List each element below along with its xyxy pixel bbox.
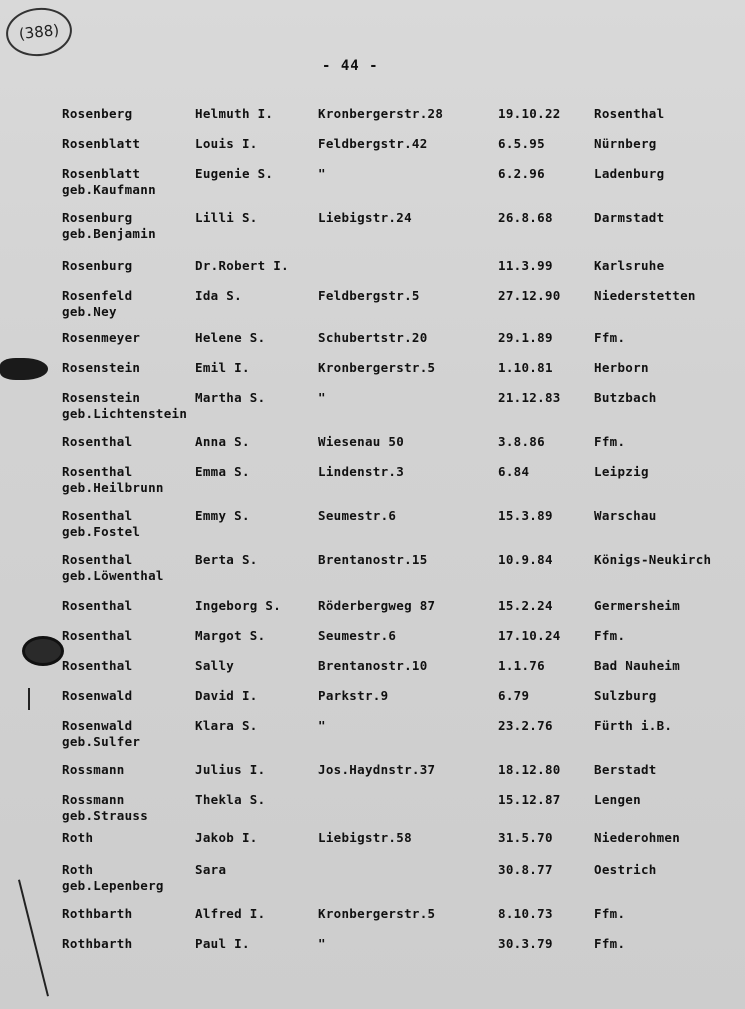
birth-place-cell: Oestrich bbox=[594, 862, 657, 877]
street-cell: Liebigstr.58 bbox=[318, 830, 412, 845]
surname-cell: Rosenthal geb.Fostel bbox=[62, 508, 141, 539]
surname-cell: Rossmann bbox=[62, 762, 125, 777]
birth-date-cell: 29.1.89 bbox=[498, 330, 553, 345]
street-cell: Liebigstr.24 bbox=[318, 210, 412, 225]
given-name-cell: Ida S. bbox=[195, 288, 242, 303]
birth-place-cell: Niederohmen bbox=[594, 830, 681, 845]
maiden-name: geb.Sulfer bbox=[62, 734, 141, 749]
register-row bbox=[0, 210, 745, 250]
birth-date-cell: 21.12.83 bbox=[498, 390, 561, 405]
birth-place-cell: Herborn bbox=[594, 360, 649, 375]
street-cell: Wiesenau 50 bbox=[318, 434, 405, 449]
birth-place-cell: Ffm. bbox=[594, 330, 626, 345]
street-cell: Röderbergweg 87 bbox=[318, 598, 436, 613]
birth-date-cell: 19.10.22 bbox=[498, 106, 561, 121]
street-cell: Jos.Haydnstr.37 bbox=[318, 762, 436, 777]
birth-date-cell: 1.1.76 bbox=[498, 658, 545, 673]
birth-date-cell: 6.5.95 bbox=[498, 136, 545, 151]
register-row bbox=[0, 552, 745, 592]
surname-cell: Rosenthal bbox=[62, 598, 133, 613]
surname-cell: Rosenfeld geb.Ney bbox=[62, 288, 133, 319]
surname-cell: Rosenthal bbox=[62, 434, 133, 449]
birth-place-cell: Rosenthal bbox=[594, 106, 665, 121]
given-name-cell: Helmuth I. bbox=[195, 106, 274, 121]
archive-stamp: (388) bbox=[4, 5, 75, 60]
surname-cell: Rosenthal bbox=[62, 658, 133, 673]
birth-place-cell: Darmstadt bbox=[594, 210, 665, 225]
birth-date-cell: 18.12.80 bbox=[498, 762, 561, 777]
register-row bbox=[0, 862, 745, 902]
maiden-name: geb.Löwenthal bbox=[62, 568, 164, 583]
birth-date-cell: 15.3.89 bbox=[498, 508, 553, 523]
surname-cell: Rosenthal geb.Heilbrunn bbox=[62, 464, 164, 495]
birth-date-cell: 11.3.99 bbox=[498, 258, 553, 273]
street-cell: Brentanostr.15 bbox=[318, 552, 428, 567]
given-name-cell: Julius I. bbox=[195, 762, 266, 777]
street-cell: Brentanostr.10 bbox=[318, 658, 428, 673]
given-name-cell: Helene S. bbox=[195, 330, 266, 345]
birth-place-cell: Leipzig bbox=[594, 464, 649, 479]
surname-cell: Rosenwald bbox=[62, 688, 133, 703]
given-name-cell: Lilli S. bbox=[195, 210, 258, 225]
surname-cell: Rothbarth bbox=[62, 936, 133, 951]
given-name-cell: Anna S. bbox=[195, 434, 250, 449]
birth-place-cell: Ffm. bbox=[594, 434, 626, 449]
birth-date-cell: 8.10.73 bbox=[498, 906, 553, 921]
given-name-cell: Dr.Robert I. bbox=[195, 258, 289, 273]
birth-place-cell: Ladenburg bbox=[594, 166, 665, 181]
birth-place-cell: Butzbach bbox=[594, 390, 657, 405]
surname-cell: Rosenburg bbox=[62, 258, 133, 273]
register-row bbox=[0, 792, 745, 832]
given-name-cell: Emil I. bbox=[195, 360, 250, 375]
street-cell: Kronbergerstr.5 bbox=[318, 906, 436, 921]
birth-date-cell: 3.8.86 bbox=[498, 434, 545, 449]
surname-cell: Rosenstein bbox=[62, 360, 141, 375]
birth-place-cell: Sulzburg bbox=[594, 688, 657, 703]
birth-place-cell: Karlsruhe bbox=[594, 258, 665, 273]
surname-cell: Rothbarth bbox=[62, 906, 133, 921]
given-name-cell: Emmy S. bbox=[195, 508, 250, 523]
surname-cell: Rossmann geb.Strauss bbox=[62, 792, 149, 823]
given-name-cell: Emma S. bbox=[195, 464, 250, 479]
given-name-cell: Jakob I. bbox=[195, 830, 258, 845]
street-cell: Kronbergerstr.28 bbox=[318, 106, 444, 121]
street-cell: Parkstr.9 bbox=[318, 688, 389, 703]
maiden-name: geb.Kaufmann bbox=[62, 182, 156, 197]
surname-cell: Rosenblatt geb.Kaufmann bbox=[62, 166, 156, 197]
birth-place-cell: Germersheim bbox=[594, 598, 681, 613]
surname-cell: Rosenberg bbox=[62, 106, 133, 121]
given-name-cell: Paul I. bbox=[195, 936, 250, 951]
maiden-name: geb.Lichtenstein bbox=[62, 406, 188, 421]
given-name-cell: Ingeborg S. bbox=[195, 598, 282, 613]
birth-place-cell: Ffm. bbox=[594, 936, 626, 951]
given-name-cell: Alfred I. bbox=[195, 906, 266, 921]
birth-place-cell: Ffm. bbox=[594, 906, 626, 921]
maiden-name: geb.Strauss bbox=[62, 808, 149, 823]
street-cell: " bbox=[318, 390, 326, 405]
given-name-cell: David I. bbox=[195, 688, 258, 703]
birth-date-cell: 6.84 bbox=[498, 464, 530, 479]
register-row bbox=[0, 936, 745, 976]
given-name-cell: Sara bbox=[195, 862, 227, 877]
register-row bbox=[0, 464, 745, 504]
street-cell: Seumestr.6 bbox=[318, 508, 397, 523]
street-cell: " bbox=[318, 166, 326, 181]
surname-cell: Rosenmeyer bbox=[62, 330, 141, 345]
given-name-cell: Berta S. bbox=[195, 552, 258, 567]
maiden-name: geb.Ney bbox=[62, 304, 117, 319]
birth-place-cell: Berstadt bbox=[594, 762, 657, 777]
birth-date-cell: 26.8.68 bbox=[498, 210, 553, 225]
birth-date-cell: 23.2.76 bbox=[498, 718, 553, 733]
given-name-cell: Sally bbox=[195, 658, 235, 673]
register-row bbox=[0, 390, 745, 430]
birth-place-cell: Ffm. bbox=[594, 628, 626, 643]
given-name-cell: Thekla S. bbox=[195, 792, 266, 807]
birth-place-cell: Königs-Neukirch bbox=[594, 552, 712, 567]
surname-cell: Rosenthal geb.Löwenthal bbox=[62, 552, 164, 583]
birth-date-cell: 10.9.84 bbox=[498, 552, 553, 567]
birth-date-cell: 15.12.87 bbox=[498, 792, 561, 807]
given-name-cell: Louis I. bbox=[195, 136, 258, 151]
birth-date-cell: 31.5.70 bbox=[498, 830, 553, 845]
given-name-cell: Martha S. bbox=[195, 390, 266, 405]
maiden-name: geb.Lepenberg bbox=[62, 878, 164, 893]
surname-cell: Rosenstein geb.Lichtenstein bbox=[62, 390, 188, 421]
register-row bbox=[0, 718, 745, 758]
birth-place-cell: Lengen bbox=[594, 792, 641, 807]
surname-cell: Roth bbox=[62, 830, 94, 845]
register-row bbox=[0, 288, 745, 328]
street-cell: " bbox=[318, 718, 326, 733]
birth-place-cell: Fürth i.B. bbox=[594, 718, 673, 733]
birth-date-cell: 6.2.96 bbox=[498, 166, 545, 181]
street-cell: Kronbergerstr.5 bbox=[318, 360, 436, 375]
surname-cell: Roth geb.Lepenberg bbox=[62, 862, 164, 893]
street-cell: Lindenstr.3 bbox=[318, 464, 405, 479]
page-number: - 44 - bbox=[322, 58, 379, 74]
birth-place-cell: Bad Nauheim bbox=[594, 658, 681, 673]
birth-date-cell: 6.79 bbox=[498, 688, 530, 703]
birth-date-cell: 15.2.24 bbox=[498, 598, 553, 613]
surname-cell: Rosenwald geb.Sulfer bbox=[62, 718, 141, 749]
birth-date-cell: 17.10.24 bbox=[498, 628, 561, 643]
maiden-name: geb.Heilbrunn bbox=[62, 480, 164, 495]
birth-date-cell: 27.12.90 bbox=[498, 288, 561, 303]
given-name-cell: Eugenie S. bbox=[195, 166, 274, 181]
street-cell: Feldbergstr.42 bbox=[318, 136, 428, 151]
surname-cell: Rosenburg geb.Benjamin bbox=[62, 210, 156, 241]
birth-place-cell: Nürnberg bbox=[594, 136, 657, 151]
street-cell: " bbox=[318, 936, 326, 951]
street-cell: Feldbergstr.5 bbox=[318, 288, 420, 303]
maiden-name: geb.Benjamin bbox=[62, 226, 156, 241]
birth-date-cell: 30.8.77 bbox=[498, 862, 553, 877]
street-cell: Schubertstr.20 bbox=[318, 330, 428, 345]
given-name-cell: Klara S. bbox=[195, 718, 258, 733]
maiden-name: geb.Fostel bbox=[62, 524, 141, 539]
register-row bbox=[0, 508, 745, 548]
birth-place-cell: Warschau bbox=[594, 508, 657, 523]
surname-cell: Rosenblatt bbox=[62, 136, 141, 151]
register-row bbox=[0, 166, 745, 206]
surname-cell: Rosenthal bbox=[62, 628, 133, 643]
given-name-cell: Margot S. bbox=[195, 628, 266, 643]
birth-date-cell: 1.10.81 bbox=[498, 360, 553, 375]
street-cell: Seumestr.6 bbox=[318, 628, 397, 643]
birth-place-cell: Niederstetten bbox=[594, 288, 696, 303]
birth-date-cell: 30.3.79 bbox=[498, 936, 553, 951]
